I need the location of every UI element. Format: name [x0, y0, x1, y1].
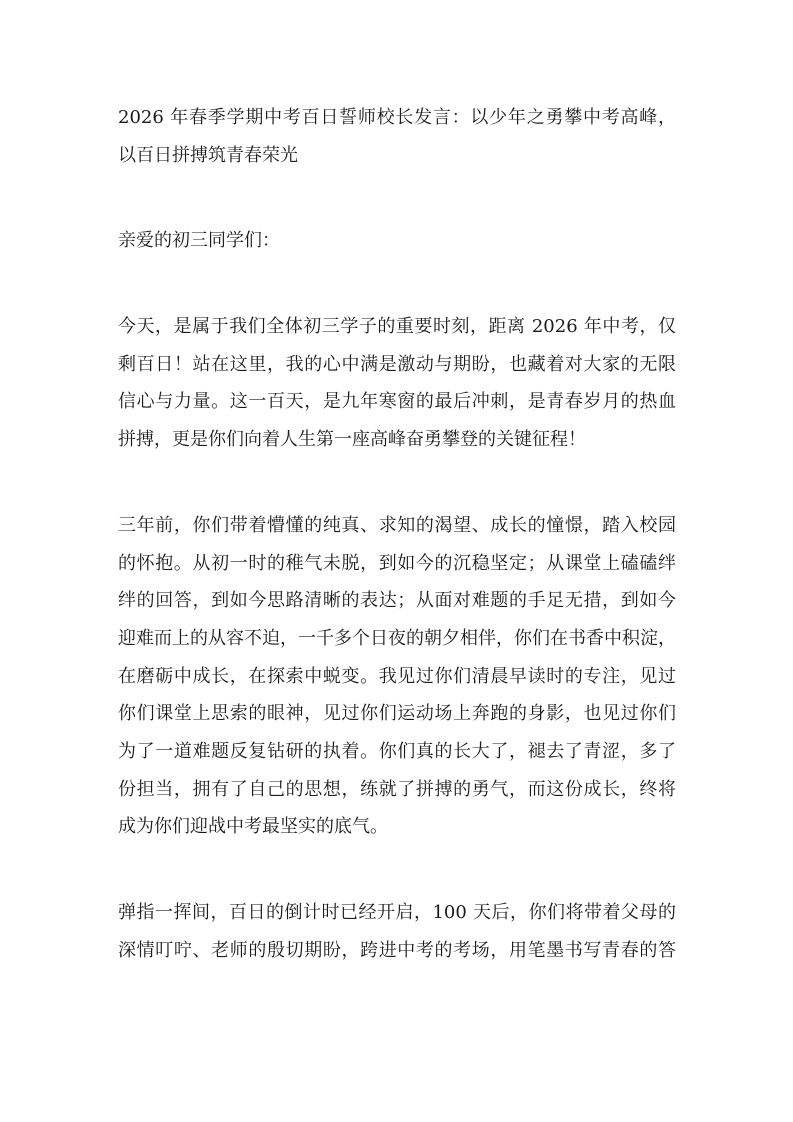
title-line: 2026 年春季学期中考百日誓师校长发言：以少年之勇攀中考高峰，: [118, 107, 676, 128]
text-line: 今天，是属于我们全体初三学子的重要时刻，距离 2026 年中考，仅: [118, 316, 676, 338]
document-page: [118, 99, 676, 1017]
text-line: 深情叮咛、老师的殷切期盼，跨进中考的考场，用笔墨书写青春的答: [118, 939, 676, 961]
text-line: 为了一道难题反复钻研的执着。你们真的长大了，褪去了青涩，多了: [118, 740, 676, 762]
text-line: 迎难而上的从容不迫，一千多个日夜的朝夕相伴，你们在书香中积淀，: [118, 627, 676, 649]
text-line: 份担当，拥有了自己的思想，练就了拼搏的勇气，而这份成长，终将: [118, 778, 676, 800]
text-line: 成为你们迎战中考最坚实的底气。: [118, 816, 388, 838]
text-line: 你们课堂上思索的眼神，见过你们运动场上奔跑的身影，也见过你们: [118, 703, 676, 725]
text-line: 的怀抱。从初一时的稚气未脱，到如今的沉稳坚定；从课堂上磕磕绊: [118, 552, 676, 574]
document-title: [118, 99, 676, 174]
paragraph-3: [118, 894, 676, 969]
text-line: 剩百日！站在这里，我的心中满是激动与期盼，也藏着对大家的无限: [118, 353, 676, 375]
text-line: 绊的回答，到如今思路清晰的表达；从面对难题的手足无措，到如今: [118, 590, 676, 612]
text-line: 拼搏，更是你们向着人生第一座高峰奋勇攀登的关键征程！: [118, 429, 586, 451]
text-line: 弹指一挥间，百日的倒计时已经开启，100 天后，你们将带着父母的: [118, 902, 676, 923]
paragraph-1: [118, 308, 676, 459]
text-line: 在磨砺中成长，在探索中蜕变。我见过你们清晨早读时的专注，见过: [118, 665, 676, 687]
title-line: 以百日拼搏筑青春荣光: [118, 144, 298, 166]
text-line: 三年前，你们带着懵懂的纯真、求知的渴望、成长的憧憬，踏入校园: [118, 514, 676, 536]
greeting-line: 亲爱的初三同学们：: [118, 230, 280, 252]
paragraph-2: [118, 507, 676, 846]
text-line: 信心与力量。这一百天，是九年寒窗的最后冲刺，是青春岁月的热血: [118, 391, 676, 413]
greeting: [118, 222, 676, 260]
